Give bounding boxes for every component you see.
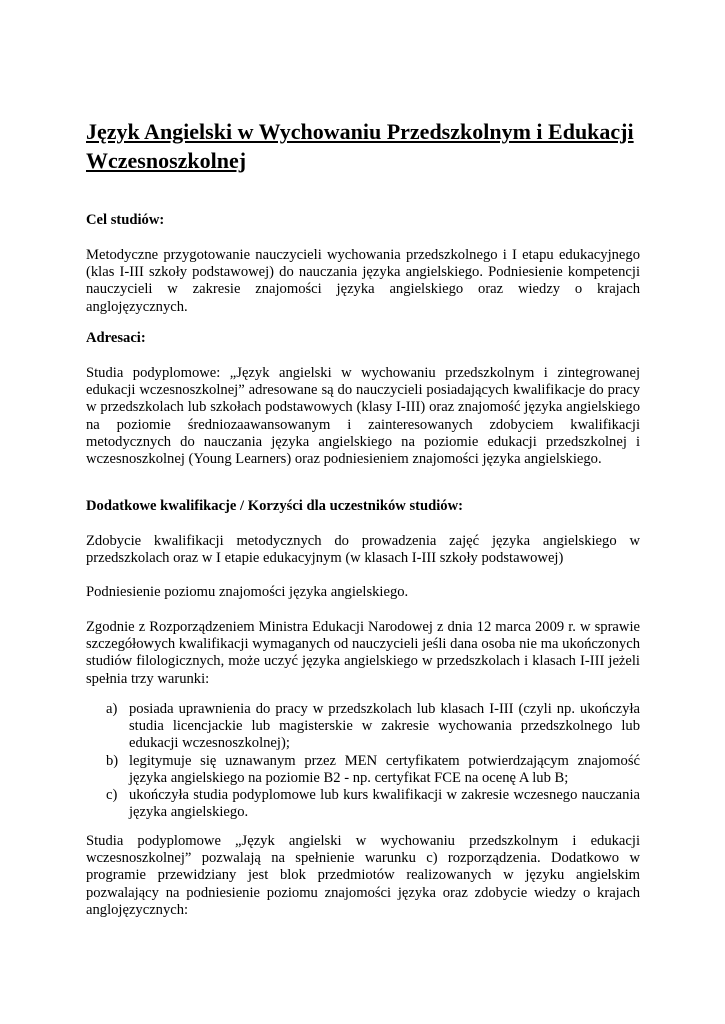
list-item-text: posiada uprawnienia do pracy w przedszkolach lub klasach I-III (czyli np. ukończyła studia licencjackie lub magisterskie w zakresie wychowania przedszkolnego lub edukacji wczesnoszkolnej); [129, 701, 640, 752]
list-marker: c) [106, 787, 118, 804]
list-item [106, 787, 640, 821]
paragraph-kwalifikacje: Zdobycie kwalifikacji metodycznych do prowadzenia zajęć języka angielskiego w przedszkolach oraz w I etapie edukacyjnym (w klasach I-III szkoły podstawowej) [86, 533, 640, 567]
list-marker: b) [106, 752, 119, 769]
paragraph-cel: Metodyczne przygotowanie nauczycieli wychowania przedszkolnego i I etapu edukacyjnego (klas I-III szkoły podstawowej) do nauczania języka angielskiego. Podniesienie kompetencji nauczycieli w zakresie znajomości języka angielskiego oraz wiedzy o krajach anglojęzycznych. [86, 247, 640, 315]
paragraph-rozporzadzenie: Zgodnie z Rozporządzeniem Ministra Edukacji Narodowej z dnia 12 marca 2009 r. w sprawie szczegółowych kwalifikacji wymaganych od nauczycieli jeśli dana osoba nie ma ukończonych studiów filologicznych, może uczyć języka angielskiego w przedszkolach i klasach I-III jeżeli spełnia trzy warunki: [86, 619, 640, 687]
section-heading-cel: Cel studiów: [86, 212, 165, 228]
list-item-text: legitymuje się uznawanym przez MEN certyfikatem potwierdzającym znajomość języka angielskiego na poziomie B2 - np. certyfikat FCE na ocenę A lub B; [129, 752, 640, 786]
list-item [106, 753, 640, 787]
section-heading-dodatkowe: Dodatkowe kwalifikacje / Korzyści dla uczestników studiów: [86, 498, 464, 514]
list-item [106, 701, 640, 753]
paragraph-studia-podyplomowe: Studia podyplomowe „Język angielski w wychowaniu przedszkolnym i edukacji wczesnoszkolnej” pozwalają na spełnienie warunku c) rozporządzenia. Dodatkowo w programie przewidziany jest blok przedmiotów realizowanych w języku angielskim pozwalający na podniesienie poziomu znajomości języka oraz zdobycie wiedzy o krajach anglojęzycznych: [86, 833, 640, 918]
paragraph-adresaci: Studia podyplomowe: „Język angielski w wychowaniu przedszkolnym i zintegrowanej edukacji wczesnoszkolnej” adresowane są do nauczycieli posiadających kwalifikacje do pracy w przedszkolach lub szkołach podstawowych (klasy I-III) oraz znajomość języka angielskiego na poziomie średniozaawansowanym i zainteresowanych zdobyciem kwalifikacji metodycznych do nauczania języka angielskiego na poziomie edukacji przedszkolnej i wczesnoszkolnej (Young Learners) oraz podniesieniem znajomości języka angielskiego. [86, 365, 640, 468]
list-item-text: ukończyła studia podyplomowe lub kurs kwalifikacji w zakresie wczesnego nauczania języka angielskiego. [129, 787, 640, 821]
section-heading-adresaci: Adresaci: [86, 330, 146, 346]
document-title: Język Angielski w Wychowaniu Przedszkolnym i Edukacji Wczesnoszkolnej [86, 119, 634, 173]
conditions-list [106, 701, 640, 821]
list-marker: a) [106, 701, 118, 717]
paragraph-poziom: Podniesienie poziomu znajomości języka angielskiego. [86, 584, 409, 600]
